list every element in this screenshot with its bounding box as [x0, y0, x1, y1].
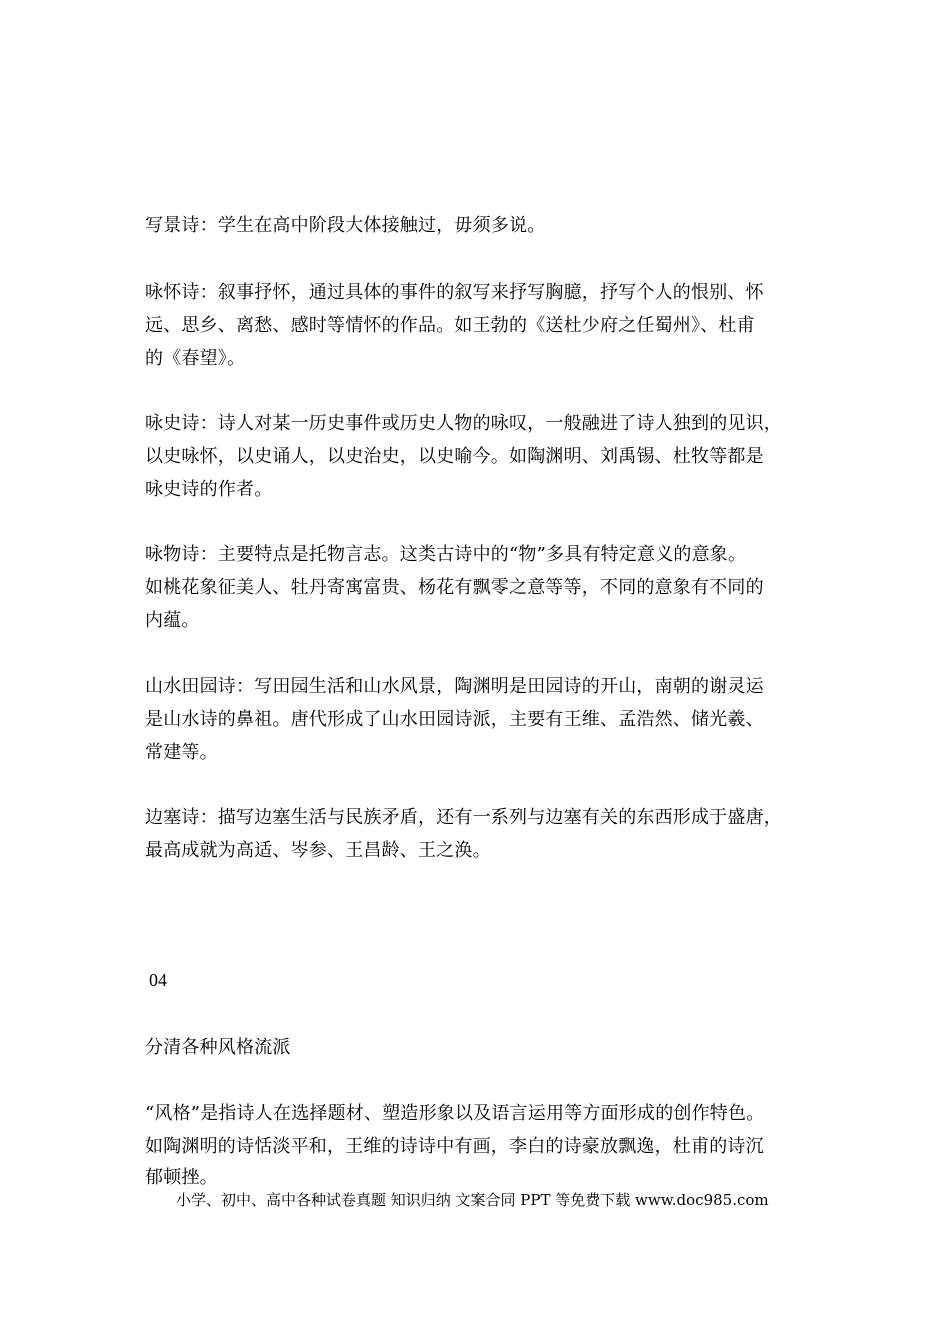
paragraph-object-line-3: 内蕴。 [145, 610, 200, 631]
paragraph-emotion-line-2: 远、思乡、离愁、感时等情怀的作品。如王勃的《送杜少府之任蜀州》、杜甫 [145, 315, 755, 336]
section-title: 分清各种风格流派 [145, 1037, 291, 1058]
paragraph-frontier-line-2: 最高成就为高适、岑参、王昌龄、王之涣。 [145, 840, 491, 861]
paragraph-frontier-line-1: 边塞诗：描写边塞生活与民族矛盾，还有一系列与边塞有关的东西形成于盛唐， [145, 807, 782, 828]
paragraph-scenery-line-1: 写景诗：学生在高中阶段大体接触过，毋须多说。 [145, 215, 546, 236]
paragraph-history-line-3: 咏史诗的作者。 [145, 479, 273, 500]
paragraph-history-line-1: 咏史诗：诗人对某一历史事件或历史人物的咏叹，一般融进了诗人独到的见识， [145, 413, 782, 434]
paragraph-landscape-line-2: 是山水诗的鼻祖。唐代形成了山水田园诗派，主要有王维、孟浩然、储光羲、 [145, 709, 764, 730]
paragraph-style-line-2: 如陶渊明的诗恬淡平和，王维的诗诗中有画，李白的诗豪放飘逸，杜甫的诗沉 [145, 1136, 764, 1157]
paragraph-landscape-line-3: 常建等。 [145, 742, 218, 763]
paragraph-object-line-2: 如桃花象征美人、牡丹寄寓富贵、杨花有飘零之意等等，不同的意象有不同的 [145, 577, 764, 598]
paragraph-history-line-2: 以史咏怀，以史诵人，以史治史，以史喻今。如陶渊明、刘禹锡、杜牧等都是 [145, 446, 764, 467]
paragraph-landscape-line-1: 山水田园诗：写田园生活和山水风景，陶渊明是田园诗的开山，南朝的谢灵运 [145, 676, 764, 697]
page-footer: 小学、初中、高中各种试卷真题 知识归纳 文案合同 PPT 等免费下载 www.doc985.com [176, 1191, 769, 1209]
paragraph-object-line-1: 咏物诗：主要特点是托物言志。这类古诗中的“物”多具有特定意义的意象。 [145, 544, 747, 565]
paragraph-style-line-1: “风格”是指诗人在选择题材、塑造形象以及语言运用等方面形成的创作特色。 [145, 1103, 765, 1124]
section-number: 04 [149, 970, 167, 990]
paragraph-style-line-3: 郁顿挫。 [145, 1167, 218, 1188]
paragraph-emotion-line-1: 咏怀诗：叙事抒怀，通过具体的事件的叙写来抒写胸臆，抒写个人的恨别、怀 [145, 282, 764, 303]
paragraph-emotion-line-3: 的《春望》。 [145, 348, 246, 369]
